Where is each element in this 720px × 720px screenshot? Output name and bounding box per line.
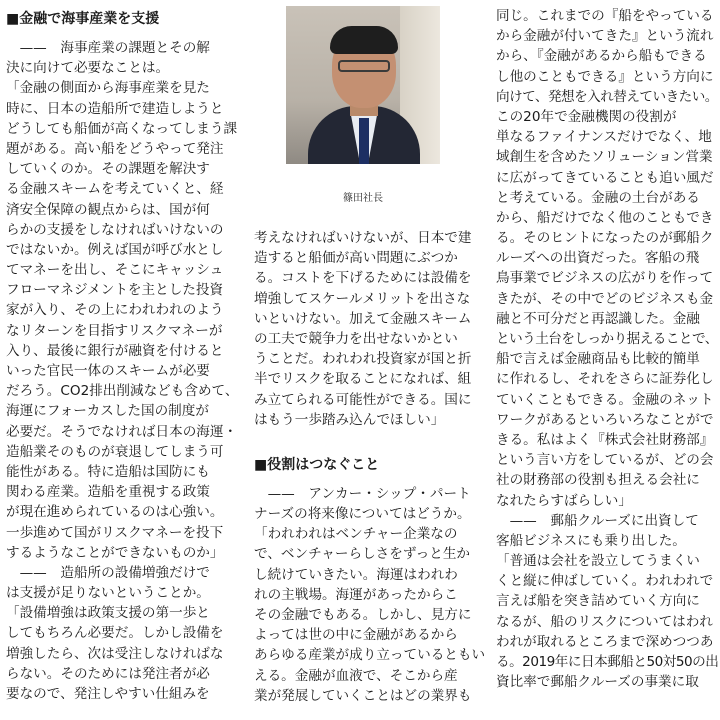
text-line: らかの支援をしなければいけないの xyxy=(6,221,224,238)
text-line: だろう。CO2排出削減なども含めて、 xyxy=(6,383,239,400)
text-line: 単なるファイナンスだけでなく、地 xyxy=(496,129,712,146)
text-line: 融と不可分だと再認識した。金融 xyxy=(496,310,700,327)
text-line: 要なので、発注しやすい仕組みを xyxy=(6,686,210,702)
text-line: から、『金融があるから船もできる xyxy=(496,48,707,65)
text-line: 同じ。これまでの『船をやっている xyxy=(496,8,714,24)
text-line: える。金融が血液で、そこから産 xyxy=(254,667,458,684)
text-line: に広がってきていることも追い風だ xyxy=(496,169,714,186)
text-line: 題がある。高い船をどうやって発注 xyxy=(6,140,224,157)
text-line: 業が発展していくことはどの業界も xyxy=(254,687,472,704)
text-line: —— 郵船クルーズに出資して xyxy=(496,512,699,529)
text-line: ワークがあるといろいろなことがで xyxy=(496,411,714,428)
text-line: うことだ。われわれ投資家が国と折 xyxy=(254,351,472,368)
text-line: 「普通は会社を設立してうまくい xyxy=(496,553,700,570)
text-line: ていくこともできる。金融のネット xyxy=(496,391,714,408)
text-line: 関わる産業。造船を重視する政策 xyxy=(6,484,210,501)
text-line: 鳥事業でビジネスの広がりを作って xyxy=(496,270,714,287)
text-line: フローマネジメントを主とした投資 xyxy=(6,282,224,299)
text-line: る。そのヒントになったのが郵船ク xyxy=(496,230,714,247)
text-line: が現在進められているのは心強い。 xyxy=(6,504,224,521)
text-line: ルーズへの出資だった。客船の飛 xyxy=(496,250,700,267)
text-line: で、ベンチャーらしさをずっと生か xyxy=(254,546,471,563)
text-line: どうしても船価が高くなってしまう課 xyxy=(6,120,238,137)
right-column-body xyxy=(496,6,718,692)
text-line: という言い方をしているが、どの会 xyxy=(496,452,714,469)
text-line: この20年で金融機関の役割が xyxy=(496,108,677,125)
text-line: と考えている。金融の土台がある xyxy=(496,189,700,206)
photo-caption: 篠田社長 xyxy=(343,193,383,204)
text-line: いった官民一体のスキームが必要 xyxy=(6,363,210,379)
section-heading-finance: ■金融で海事産業を支援 xyxy=(6,11,160,27)
text-line: はもう一歩踏み込んでほしい」 xyxy=(254,411,445,428)
section-heading-role: ■役割はつなぐこと xyxy=(254,456,380,473)
text-line: らない。そのためには発注者が必 xyxy=(6,665,210,682)
text-line: 済安全保障の観点からは、国が何 xyxy=(6,201,210,218)
text-line: 時に、日本の造船所で建造しようと xyxy=(6,100,224,117)
text-line: 増強してスケールメリットを出さな xyxy=(254,290,471,307)
text-line: するようなことができないものか」 xyxy=(6,544,224,561)
text-line: 海運にフォーカスした国の制度が xyxy=(6,403,209,420)
text-line: 客船ビジネスにも乗り出した。 xyxy=(496,532,686,549)
text-line: る金融スキームを考えていくと、経 xyxy=(6,181,224,198)
text-line: —— 海事産業の課題とその解 xyxy=(6,40,210,56)
text-line: 家が入り、その上にわれわれのよう xyxy=(6,302,224,319)
text-line: なリターンを目指すリスクマネーが xyxy=(6,322,223,339)
text-line: 域創生を含めたソリューション営業 xyxy=(496,149,713,166)
right-column xyxy=(496,6,718,692)
text-line: よっては世の中に金融があるから xyxy=(254,627,458,644)
text-line: から、船だけでなく他のこともでき xyxy=(496,209,714,226)
left-column-body xyxy=(6,38,250,704)
text-line: いといけない。加えて金融スキーム xyxy=(254,310,472,327)
text-line: る。2019年に日本郵船と50対50の出 xyxy=(496,654,718,670)
text-line: 考えなければいけないが、日本で建 xyxy=(254,230,472,246)
text-line: われが取れるところまで深めつつあ xyxy=(496,633,714,650)
left-column xyxy=(6,8,250,704)
text-line: きたが、その中でどのビジネスも金 xyxy=(496,290,714,307)
text-line: ナーズの将来像についてはどうか。 xyxy=(254,506,471,523)
text-line: くと縦に伸ばしていく。われわれで xyxy=(496,573,714,590)
text-line: み立てられる可能性ができる。国に xyxy=(254,391,472,408)
text-line: という土台をしっかり据えることで、 xyxy=(496,331,718,347)
middle-column-bottom-body xyxy=(254,484,494,706)
text-line: 「われわれはベンチャー企業なの xyxy=(254,526,458,543)
text-line: し続けていきたい。海運はわれわ xyxy=(254,566,458,583)
text-line: なるが、船のリスクについてはわれ xyxy=(496,613,713,630)
text-line: 言えば船を突き詰めていく方向に xyxy=(496,593,700,610)
text-line: していくのか。その課題を解決す xyxy=(6,161,210,178)
text-line: の工夫で競争力を出せないかとい xyxy=(254,330,458,347)
text-line: なれたらすばらしい」 xyxy=(496,492,632,509)
text-line: 入り、最後に銀行が融資を付けると xyxy=(6,342,224,359)
text-line: 造船業そのものが衰退してしまう可 xyxy=(6,443,224,460)
text-line: —— 造船所の設備増強だけで xyxy=(6,564,210,581)
text-line: し他のこともできる』という方向に xyxy=(496,68,714,85)
text-line: その金融でもある。しかし、見方に xyxy=(254,607,472,623)
text-line: てマネーを出し、そこにキャッシュ xyxy=(6,262,224,279)
middle-column-top-body xyxy=(254,228,494,430)
text-line: 船で言えば金融商品も比較的簡単 xyxy=(496,351,700,368)
text-line: は支援が足りないということか。 xyxy=(6,585,210,602)
text-line: きる。私はよく『株式会社財務部』 xyxy=(496,431,714,448)
middle-column xyxy=(254,228,494,706)
text-line: る。コストを下げるためには設備を xyxy=(254,270,472,287)
text-line: ではないか。例えば国が呼び水とし xyxy=(6,241,224,258)
text-line: れの主戦場。海運があったからこ xyxy=(254,586,458,603)
text-line: 決に向けて必要なことは。 xyxy=(6,60,170,77)
text-line: —— アンカー・シップ・パート xyxy=(254,485,471,502)
text-line: 増強したら、次は受注しなければな xyxy=(6,645,224,662)
text-line: 向けて、発想を入れ替えていきたい。 xyxy=(496,88,718,105)
text-line: あらゆる産業が成り立っているともい xyxy=(254,647,486,664)
text-line: 能性がある。特に造船は国防にも xyxy=(6,463,210,480)
text-line: 資比率で郵船クルーズの事業に取 xyxy=(496,674,699,691)
text-line: 一歩進めて国がリスクマネーを投下 xyxy=(6,524,224,541)
text-line: から金融が付いてきた』という流れ xyxy=(496,28,714,45)
text-line: 造すると船価が高い問題にぶつか xyxy=(254,250,458,267)
text-line: 必要だ。そうでなければ日本の海運・ xyxy=(6,423,238,440)
text-line: 「設備増強は政策支援の第一歩と xyxy=(6,605,210,622)
text-line: 社の財務部の役割も担える会社に xyxy=(496,472,700,489)
text-line: に作れるし、それをさらに証券化し xyxy=(496,371,714,388)
text-line: してもちろん必要だ。しかし設備を xyxy=(6,625,224,642)
portrait-photo xyxy=(286,6,440,164)
text-line: 「金融の側面から海事産業を見た xyxy=(6,80,210,97)
text-line: 半でリスクを取ることになれば、組 xyxy=(254,371,472,388)
